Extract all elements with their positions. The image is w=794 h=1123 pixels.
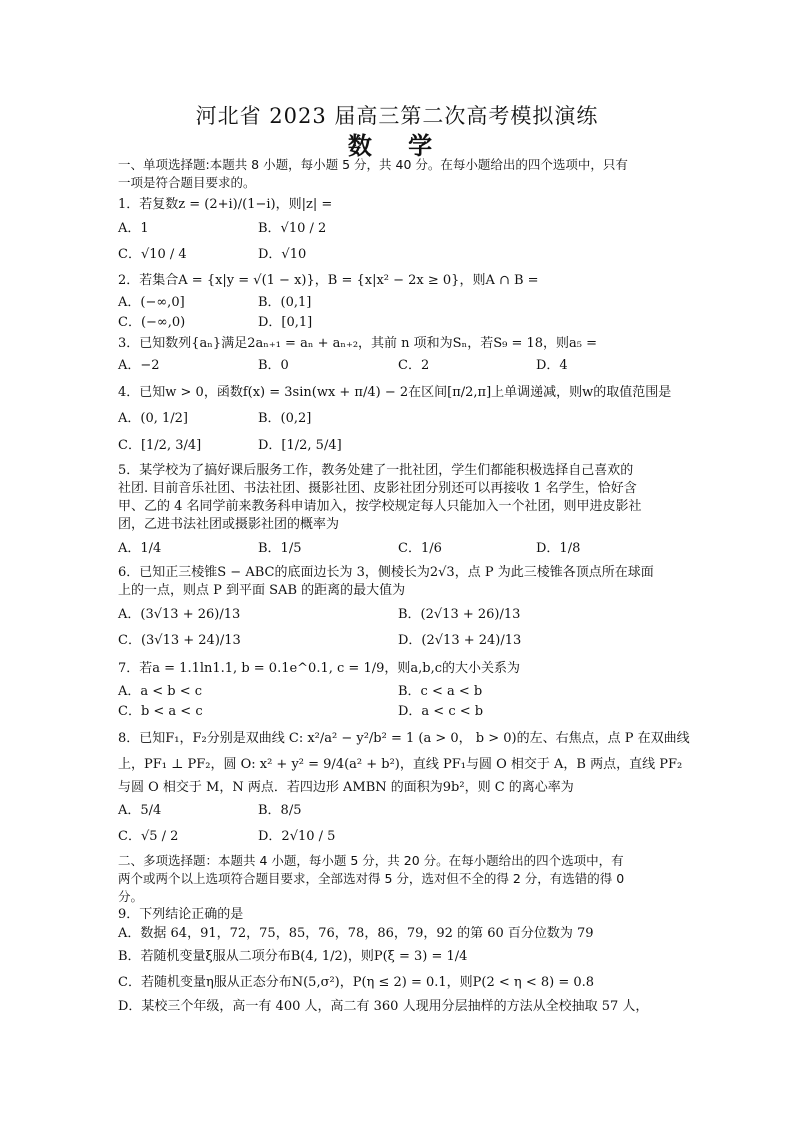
exam-subject: 数 学 [347,131,447,160]
q7-stem: 7．若a = 1.1ln1.1, b = 0.1e^0.1, c = 1/9，则a,b,c的大小关系为 [118,661,520,676]
q8-option-c: C．√5 / 2 [118,829,179,844]
q5-stem-line3: 甲、乙的 4 名同学前来教务科申请加入，按学校规定每人只能加入一个社团，则甲进皮影社 [118,499,642,514]
q1-option-a: A．1 [118,221,149,236]
q9-option-d: D．某校三个年级，高一有 400 人，高二有 360 人现用分层抽样的方法从全校抽取 57 人， [118,999,649,1014]
q5-option-d: D．1/8 [536,541,581,556]
q8-option-d: D．2√10 / 5 [258,829,336,844]
q5-stem-line4: 团，乙进书法社团或摄影社团的概率为 [118,517,340,532]
q6-option-b: B．(2√13 + 26)/13 [398,607,521,622]
q3-option-c: C．2 [398,358,430,373]
q2-option-a: A．(−∞,0] [118,295,185,310]
q6-option-d: D．(2√13 + 24)/13 [398,633,522,648]
q4-option-b: B．(0,2] [258,411,312,426]
q2-option-b: B．(0,1] [258,295,312,310]
q4-option-a: A．(0, 1/2] [118,411,188,426]
q7-option-b: B．c < a < b [398,684,483,699]
q7-option-c: C．b < a < c [118,704,203,719]
q1-stem: 1．若复数z = (2+i)/(1−i)，则|z| = [118,197,333,212]
q6-option-a: A．(3√13 + 26)/13 [118,607,241,622]
q6-stem-line1: 6．已知正三棱锥S − ABC的底面边长为 3，侧棱长为2√3，点 P 为此三棱锥各顶点所在球面 [118,565,654,580]
q6-stem-line2: 上的一点，则点 P 到平面 SAB 的距离的最大值为 [118,583,406,598]
q3-stem: 3．已知数列{aₙ}满足2aₙ₊₁ = aₙ + aₙ₊₂，其前 n 项和为Sₙ，若S₉ = 18，则a₅ = [118,336,598,351]
q4-stem: 4．已知w > 0，函数f(x) = 3sin(wx + π/4) − 2在区间[π/2,π]上单调递减，则w的取值范围是 [118,385,672,400]
q4-option-c: C．[1/2, 3/4] [118,438,202,453]
q8-option-b: B．8/5 [258,803,302,818]
q7-option-a: A．a < b < c [118,684,203,699]
section2-heading-cont2: 分。 [118,889,144,904]
q7-option-d: D．a < c < b [398,704,484,719]
q9-stem: 9．下列结论正确的是 [118,907,244,922]
q8-option-a: A．5/4 [118,803,162,818]
q1-option-d: D．√10 [258,247,307,262]
q8-stem-line1: 8．已知F₁，F₂分别是双曲线 C: x²/a² − y²/b² = 1 (a > 0， b > 0)的左、右焦点，点 P 在双曲线 [118,731,690,746]
q6-option-c: C．(3√13 + 24)/13 [118,633,241,648]
q2-option-c: C．(−∞,0) [118,315,186,330]
q1-option-c: C．√10 / 4 [118,247,187,262]
q5-option-c: C．1/6 [398,541,442,556]
q2-option-d: D．[0,1] [258,315,313,330]
q9-option-b: B．若随机变量ξ服从二项分布B(4, 1/2)，则P(ξ = 3) = 1/4 [118,949,468,964]
q3-option-a: A．−2 [118,358,160,373]
q8-stem-line2: 上，PF₁ ⊥ PF₂，圆 O: x² + y² = 9/4(a² + b²)，直线 PF₁与圆 O 相交于 A，B 两点，直线 PF₂ [118,757,683,772]
q2-stem: 2．若集合A = {x|y = √(1 − x)}，B = {x|x² − 2x ≥ 0}，则A ∩ B = [118,273,539,288]
q9-option-c: C．若随机变量η服从正态分布N(5,σ²)，P(η ≤ 2) = 0.1，则P(2 < η < 8) = 0.8 [118,975,595,990]
q3-option-b: B．0 [258,358,289,373]
q8-stem-line3: 与圆 O 相交于 M，N 两点．若四边形 AMBN 的面积为9b²，则 C 的离心率为 [118,780,574,795]
exam-title: 河北省 2023 届高三第二次高考模拟演练 [195,104,599,128]
section2-heading: 二、多项选择题：本题共 4 小题，每小题 5 分，共 20 分。在每小题给出的四个选项中，有 [118,853,624,868]
q4-option-d: D．[1/2, 5/4] [258,438,342,453]
section1-heading: 一、单项选择题:本题共 8 小题，每小题 5 分，共 40 分。在每小题给出的四个选项中，只有 [118,157,628,172]
section2-heading-cont: 两个或两个以上选项符合题目要求，全部选对得 5 分，选对但不全的得 2 分，有选错的得 0 [118,871,625,886]
q1-option-b: B．√10 / 2 [258,221,327,236]
q9-option-a: A．数据 64，91，72，75，85，76，78，86，79，92 的第 60 百分位数为 79 [118,926,594,941]
section1-heading-cont: 一项是符合题目要求的。 [118,175,256,190]
q5-stem-line1: 5．某学校为了搞好课后服务工作，教务处建了一批社团，学生们都能积极选择自己喜欢的 [118,463,634,478]
q5-option-b: B．1/5 [258,541,302,556]
q5-option-a: A．1/4 [118,541,162,556]
q5-stem-line2: 社团. 目前音乐社团、书法社团、摄影社团、皮影社团分别还可以再接收 1 名学生，恰好含 [118,481,637,496]
q3-option-d: D．4 [536,358,568,373]
